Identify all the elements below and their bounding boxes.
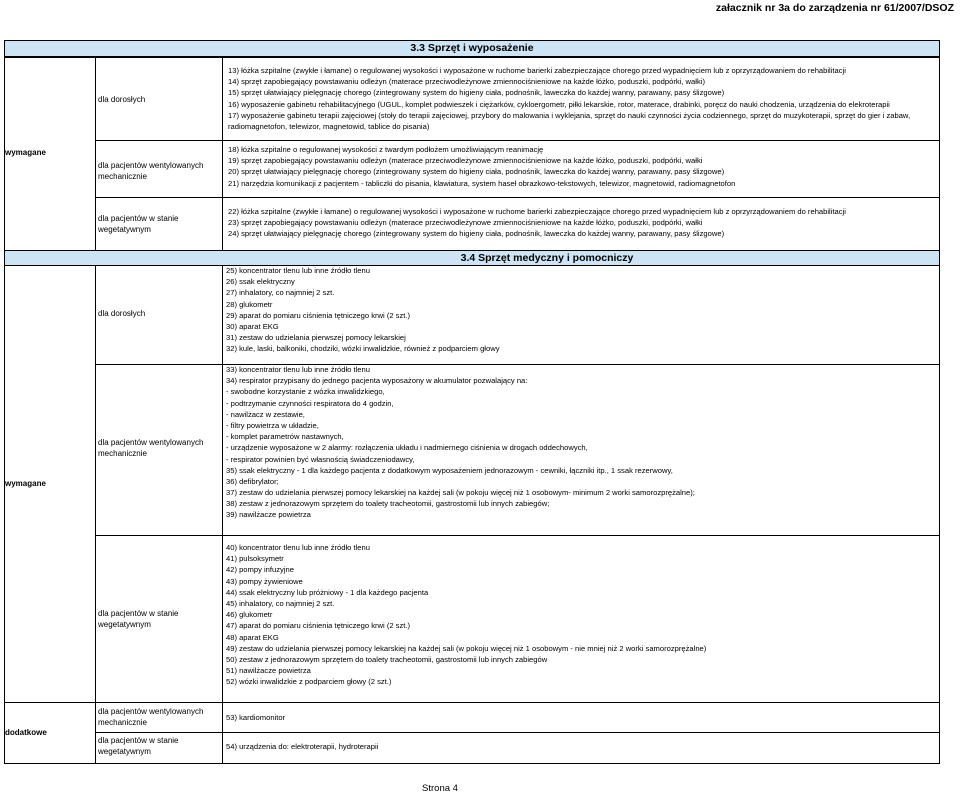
list-item: 51) nawilżacze powietrza bbox=[226, 666, 311, 676]
list-item: - podtrzymanie czynności respiratora do 4 godzin, bbox=[226, 398, 394, 408]
items-cell-s3-ventilated bbox=[222, 702, 940, 733]
group-label-s2-vegetative: dla pacjentów w stanie wegetatywnym bbox=[98, 609, 179, 629]
list-item: 49) zestaw do udzielania pierwszej pomocy lekarskiej na każdej sali (w pokoju więcej niż 1 osobowym - nie mniej niż 2 worki samorozprężalne) bbox=[226, 643, 707, 653]
list-item: 36) defibrylator; bbox=[226, 476, 279, 486]
list-item: 32) kule, laski, balkoniki, chodziki, wózki inwalidzkie, również z podparciem głowy bbox=[226, 344, 500, 354]
list-item: 23) sprzęt zapobiegający powstawaniu odleżyn (materace przeciwodleżynowe zmiennociśnieniowe na każde łóżko, poduszki, podpórki, wałki bbox=[228, 218, 703, 228]
attachment-header: załacznik nr 3a do zarządzenia nr 61/2007/DSOZ bbox=[715, 2, 954, 14]
item-list-s2-vegetative bbox=[226, 542, 926, 687]
section-title-sprzet-medyczny: 3.4 Sprzęt medyczny i pomocniczy bbox=[4, 250, 940, 266]
group-label-s3-vegetative: dla pacjentów w stanie wegetatywnym bbox=[98, 736, 179, 756]
group-label-s1-adults: dla dorosłych bbox=[98, 95, 146, 104]
list-item: - urządzenie wyposażone w 2 alarmy: rozłączenia układu i nadmiernego ciśnienia w drogach oddechowych, bbox=[226, 443, 588, 453]
list-item: 14) sprzęt zapobiegający powstawaniu odleżyn (materace przeciwodleżynowe zmiennociśnieniowe na każde łóżko, poduszki, podpórki, wałki) bbox=[228, 77, 705, 87]
list-item: 37) zestaw do udzielania pierwszej pomocy lekarskiej na każdej sali (w pokoju więcej niż 1 osobowym- minimum 2 worki samorozprężalne); bbox=[226, 488, 695, 498]
list-item: - filtry powietrza w układzie, bbox=[226, 420, 319, 430]
list-item: 42) pompy infuzyjne bbox=[226, 565, 294, 575]
list-item: 28) glukometr bbox=[226, 299, 273, 309]
item-list-s2-adults bbox=[226, 265, 706, 355]
item-list-s3-vegetative bbox=[226, 741, 378, 752]
category-label-dodatkowe: dodatkowe bbox=[5, 728, 47, 737]
list-item: 31) zestaw do udzielania pierwszej pomocy lekarskiej bbox=[226, 333, 406, 343]
list-item: - respirator powinien być własnością świadczeniodawcy, bbox=[226, 454, 415, 464]
group-label-s1-vegetative: dla pacjentów w stanie wegetatywnym bbox=[98, 214, 179, 234]
list-item: 33) koncentrator tlenu lub inne źródło tlenu bbox=[226, 365, 370, 374]
item-list-s1-ventilated bbox=[228, 144, 934, 189]
list-item: 50) zestaw z jednorazowym sprzętem do toalety tracheotomii, gastrostomii lub innych zabiegów bbox=[226, 654, 548, 664]
list-item: 40) koncentrator tlenu lub inne źródło tlenu bbox=[226, 543, 370, 552]
list-item: 13) łóżka szpitalne (zwykłe i łamane) o regulowanej wysokości i wyposażone w ruchome barierki zabezpieczające chorego przed wypadnięciem lub z oprzyrządowaniem do rehabilitacji bbox=[228, 66, 846, 75]
list-item: 52) wózki inwalidzkie z podparciem głowy (2 szt.) bbox=[226, 677, 392, 687]
list-item: 21) narzędzia komunikacji z pacjentem - tabliczki do pisania, klawiatura, system haseł obrazkowo-tekstowych, telewizor, magnetowid, radiomagnetofon bbox=[228, 178, 736, 188]
list-item: 34) respirator przypisany do jednego pacjenta wyposażony w akumulator pozwalający na: bbox=[226, 376, 528, 386]
page-number: Strona 4 bbox=[422, 783, 458, 794]
list-item: 18) łóżka szpitalne o regulowanej wysokości z twardym podłożem umożliwiającym reanimację bbox=[228, 145, 544, 154]
list-item: 22) łóżka szpitalne (zwykłe i łamane) o regulowanej wysokości i wyposażone w ruchome barierki zabezpieczające chorego przed wypadnięciem lub z oprzyrządowaniem do rehabilitacji bbox=[228, 207, 846, 216]
list-item: 47) aparat do pomiaru ciśnienia tętniczego krwi (2 szt.) bbox=[226, 621, 411, 631]
list-item: 17) wyposażenie gabinetu terapii zajęciowej (stoły do terapii zajęciowej, przybory do malowania i wyklejania, sprzęt do nauki czynności życia codziennego, sprzęt do muzykoterapii, sprzęt do gier i zabaw, radiomagnetofon, telewizor, magnetowid, tablice do pisania) bbox=[228, 110, 911, 131]
list-item: 53) kardiomonitor bbox=[226, 713, 286, 722]
group-label-s1-ventilated: dla pacjentów wentylowanych mechanicznie bbox=[98, 161, 204, 181]
list-item: 26) ssak elektryczny bbox=[226, 277, 295, 287]
item-list-s1-adults bbox=[228, 65, 934, 132]
section-title-sprzet-wyposazenie: 3.3 Sprzęt i wyposażenie bbox=[4, 40, 940, 57]
list-item: 43) pompy żywieniowe bbox=[226, 576, 303, 586]
item-list-s3-ventilated bbox=[226, 712, 285, 723]
list-item: 38) zestaw z jednorazowym sprzętem do toalety tracheotomii, gastrostomii lub innych zabiegów; bbox=[226, 499, 550, 509]
list-item: 19) sprzęt zapobiegający powstawaniu odleżyn (materace przeciwodleżynowe zmiennociśnieniowe na każde łóżko, poduszki, podpórki, wałki bbox=[228, 156, 703, 166]
item-list-s1-vegetative bbox=[228, 206, 934, 240]
list-item: 20) sprzęt ułatwiający pielęgnację chorego (zintegrowany system do higieny ciała, podnośnik, laweczka do każdej wanny, parawany, pasy ślizgowe) bbox=[228, 167, 725, 177]
list-item: 48) aparat EKG bbox=[226, 632, 279, 642]
category-label-wymagane-2: wymagane bbox=[5, 479, 46, 488]
category-label-wymagane-1: wymagane bbox=[5, 148, 46, 157]
list-item: 41) pulsoksymetr bbox=[226, 554, 284, 564]
list-item: 29) aparat do pomiaru ciśnienia tętniczego krwi (2 szt.) bbox=[226, 310, 411, 320]
list-item: 46) glukometr bbox=[226, 610, 273, 620]
list-item: 24) sprzęt ułatwiający pielęgnację chorego (zintegrowany system do higieny ciała, podnośnik, laweczka do każdej wanny, parawany, pasy ślizgowe) bbox=[228, 229, 725, 239]
list-item: - komplet parametrów nastawnych, bbox=[226, 432, 344, 442]
list-item: - swobodne korzystanie z wózka inwalidzkiego, bbox=[226, 387, 385, 397]
group-label-s3-ventilated: dla pacjentów wentylowanych mechanicznie bbox=[98, 707, 204, 727]
list-item: 35) ssak elektryczny - 1 dla każdego pacjenta z dodatkowym wyposażeniem jednorazowym - cewniki, łączniki itp., 1 ssak rezerwowy, bbox=[226, 465, 673, 475]
item-list-s2-ventilated bbox=[226, 364, 926, 521]
group-label-s2-adults: dla dorosłych bbox=[98, 309, 146, 318]
list-item: 44) ssak elektryczny lub próżniowy - 1 dla każdego pacjenta bbox=[226, 587, 429, 597]
list-item: 45) inhalatory, co najmniej 2 szt. bbox=[226, 598, 335, 608]
list-item: 25) koncentrator tlenu lub inne źródło tlenu bbox=[226, 266, 370, 275]
list-item: 39) nawilżacze powietrza bbox=[226, 510, 311, 520]
list-item: 27) inhalatory, co najmniej 2 szt. bbox=[226, 288, 335, 298]
list-item: 15) sprzęt ułatwiający pielęgnację chorego (zintegrowany system do higieny ciała, podnośnik, laweczka do każdej wanny, parawany, pasy ślizgowe) bbox=[228, 88, 725, 98]
list-item: 54) urządzenia do: elektroterapii, hydroterapii bbox=[226, 742, 379, 751]
group-label-s2-ventilated: dla pacjentów wentylowanych mechanicznie bbox=[98, 438, 204, 458]
list-item: 16) wyposażenie gabinetu rehabilitacyjnego (UGUL, komplet podwieszek i ciężarków, cykloergometr, piłki lekarskie, rotor, materace, drabinki, poręcz do nauki chodzenia, urządzenia do elekroterapii bbox=[228, 99, 890, 109]
list-item: - nawilżacz w zestawie, bbox=[226, 409, 305, 419]
list-item: 30) aparat EKG bbox=[226, 321, 279, 331]
